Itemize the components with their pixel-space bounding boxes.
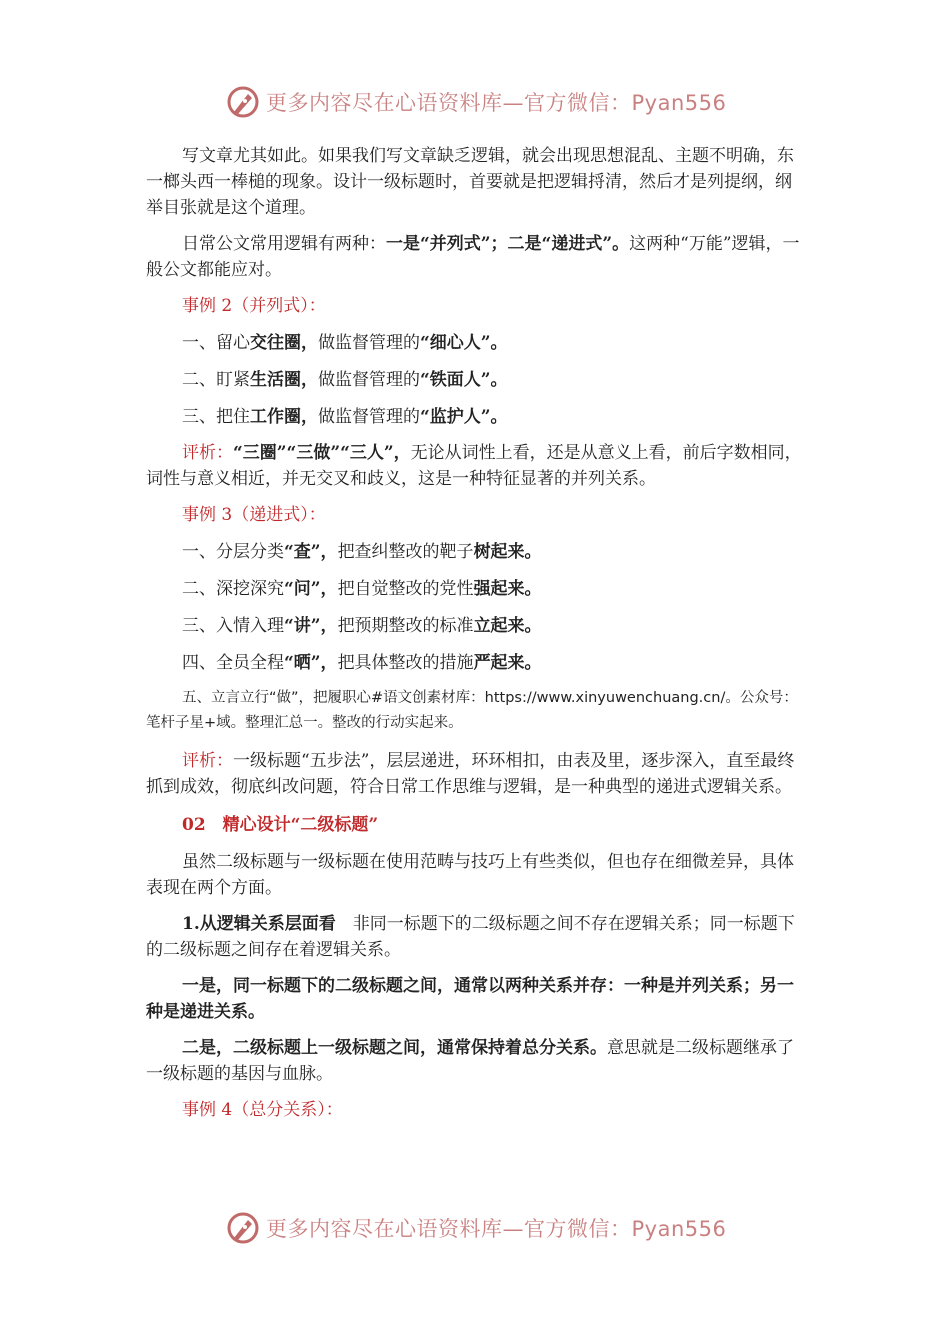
example-2-label: 事例 2（并列式）： xyxy=(182,296,326,316)
example-2-item: 二、盯紧生活圈，做监督管理的“铁面人”。 xyxy=(182,370,508,390)
paragraph-logic-level: 1.从逻辑关系层面看 非同一标题下的二级标题之间不存在逻辑关系；同一标题下的二级标题之间存在着逻辑关系。 xyxy=(146,914,795,960)
pen-nib-logo-icon xyxy=(226,85,260,119)
header-banner xyxy=(226,82,726,122)
analysis-progressive: 评析：一级标题“五步法”，层层递进，环环相扣，由表及里，逐步深入，直至最终抓到成效，彻底纠改问题，符合日常工作思维与逻辑，是一种典型的递进式逻辑关系。 xyxy=(146,751,795,797)
footer-banner xyxy=(226,1208,726,1248)
example-2-item: 三、把住工作圈，做监督管理的“监护人”。 xyxy=(182,407,508,427)
paragraph-second-point: 二是，二级标题上一级标题之间，通常保持着总分关系。意思就是二级标题继承了一级标题的基因与血脉。 xyxy=(146,1038,794,1084)
section-heading: 02 精心设计“二级标题” xyxy=(182,815,379,835)
example-3-item: 二、深挖深究“问”，把自觉整改的党性强起来。 xyxy=(182,579,542,599)
example-4-label: 事例 4（总分关系）： xyxy=(182,1100,343,1120)
example-3-label: 事例 3（递进式）： xyxy=(182,505,326,525)
pen-nib-logo-icon xyxy=(226,1211,260,1245)
paragraph-two-logics: 日常公文常用逻辑有两种：一是“并列式”；二是“递进式”。这两种“万能”逻辑，一般公文都能应对。 xyxy=(146,234,800,280)
document-body xyxy=(146,143,806,1123)
example-2-item: 一、留心交往圈，做监督管理的“细心人”。 xyxy=(182,333,508,353)
example-3-item: 一、分层分类“查”，把查纠整改的靶子树起来。 xyxy=(182,542,542,562)
example-3-item: 四、全员全程“晒”，把具体整改的措施严起来。 xyxy=(182,653,542,673)
paragraph-first-point: 一是，同一标题下的二级标题之间，通常以两种关系并存：一种是并列关系；另一种是递进关系。 xyxy=(146,976,794,1022)
paragraph-secondary-titles: 虽然二级标题与一级标题在使用范畴与技巧上有些类似，但也存在细微差异，具体表现在两个方面。 xyxy=(146,852,794,898)
banner-text: 更多内容尽在心语资料库—官方微信：Pyan556 xyxy=(266,1217,727,1241)
analysis-parallel: 评析：“三圈”“三做”“三人”，无论从词性上看，还是从意义上看，前后字数相同，词性与意义相近，并无交叉和歧义，这是一种特征显著的并列关系。 xyxy=(146,443,802,489)
example-3-item: 三、入情入理“讲”，把预期整改的标准立起来。 xyxy=(182,616,542,636)
example-3-item-5: 五、立言立行“做”，把履职心#语文创素材库：https://www.xinyuwenchuang.cn/。公众号：笔杆子星+域。整理汇总一。整改的行动实起来。 xyxy=(146,690,798,731)
banner-text: 更多内容尽在心语资料库—官方微信：Pyan556 xyxy=(266,91,727,115)
paragraph-intro: 写文章尤其如此。如果我们写文章缺乏逻辑，就会出现思想混乱、主题不明确，东一榔头西一棒槌的现象。设计一级标题时，首要就是把逻辑捋清，然后才是列提纲，纲举目张就是这个道理。 xyxy=(146,146,794,218)
